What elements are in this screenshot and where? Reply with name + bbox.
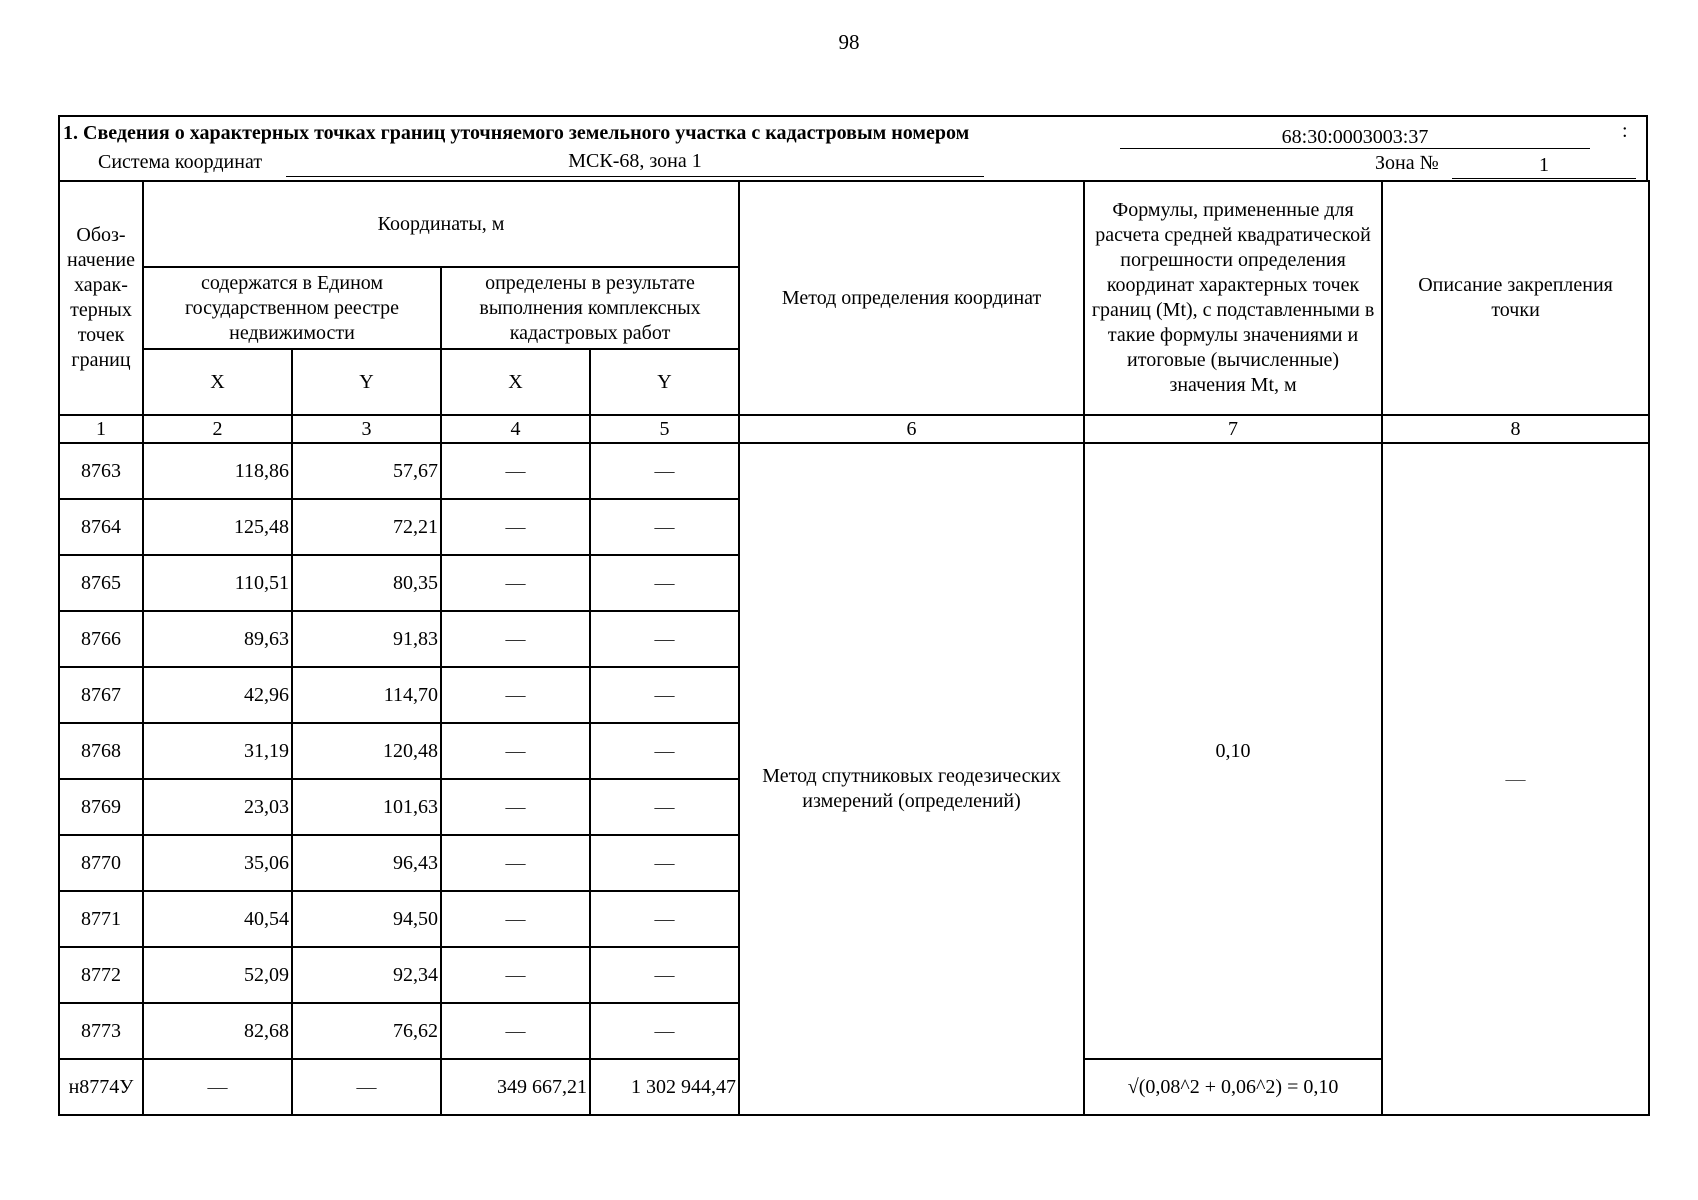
- zone-label: Зона №: [1375, 152, 1439, 174]
- x-kkr: —: [441, 947, 590, 1003]
- x-egrn: 118,86: [143, 443, 292, 499]
- x-kkr: —: [441, 1003, 590, 1059]
- point-id: 8764: [59, 499, 143, 555]
- point-id: 8771: [59, 891, 143, 947]
- header-formula: Формулы, примененные для расчета средней квадратической погрешности определения координат характерных точек границ (Mt), с подставленными в такие формулы значениями и итоговые (вычисленные) значения Mt, м: [1084, 181, 1382, 415]
- y-egrn: 80,35: [292, 555, 441, 611]
- column-number: 6: [739, 415, 1084, 443]
- y-kkr: —: [590, 443, 739, 499]
- zone-value: 1: [1452, 152, 1636, 179]
- x-kkr: —: [441, 779, 590, 835]
- mt-formula-cell: √(0,08^2 + 0,06^2) = 0,10: [1084, 1059, 1382, 1115]
- column-number: 8: [1382, 415, 1649, 443]
- y-kkr: —: [590, 1003, 739, 1059]
- column-number: 3: [292, 415, 441, 443]
- column-number: 2: [143, 415, 292, 443]
- x-egrn: 23,03: [143, 779, 292, 835]
- y-egrn: 72,21: [292, 499, 441, 555]
- y-kkr: —: [590, 779, 739, 835]
- header-y-egrn: Y: [292, 349, 441, 415]
- header-egrn: содержатся в Едином государственном реестре недвижимости: [143, 267, 441, 349]
- point-id: 8770: [59, 835, 143, 891]
- y-kkr: —: [590, 611, 739, 667]
- header-description: Описание закрепления точки: [1382, 181, 1649, 415]
- x-kkr: —: [441, 667, 590, 723]
- y-egrn: 96,43: [292, 835, 441, 891]
- column-number: 1: [59, 415, 143, 443]
- y-kkr: —: [590, 555, 739, 611]
- y-egrn: —: [292, 1059, 441, 1115]
- point-id: н8774У: [59, 1059, 143, 1115]
- point-id: 8767: [59, 667, 143, 723]
- cadastral-number: 68:30:0003003:37: [1120, 122, 1590, 149]
- column-number: 4: [441, 415, 590, 443]
- x-kkr: —: [441, 499, 590, 555]
- form-title: 1. Сведения о характерных точках границ уточняемого земельного участка с кадастровым номером: [63, 122, 970, 144]
- point-id: 8768: [59, 723, 143, 779]
- y-egrn: 76,62: [292, 1003, 441, 1059]
- header-coordinates: Координаты, м: [143, 181, 739, 267]
- x-egrn: 52,09: [143, 947, 292, 1003]
- x-kkr: —: [441, 891, 590, 947]
- x-egrn: 82,68: [143, 1003, 292, 1059]
- y-kkr: —: [590, 891, 739, 947]
- form-header: [58, 115, 1648, 180]
- x-kkr: —: [441, 443, 590, 499]
- method-cell: Метод спутниковых геодезических измерений (определений): [739, 443, 1084, 1115]
- column-number: 7: [1084, 415, 1382, 443]
- x-kkr: —: [441, 723, 590, 779]
- y-kkr: —: [590, 835, 739, 891]
- point-id: 8773: [59, 1003, 143, 1059]
- point-id: 8763: [59, 443, 143, 499]
- y-egrn: 120,48: [292, 723, 441, 779]
- y-kkr: —: [590, 667, 739, 723]
- y-egrn: 101,63: [292, 779, 441, 835]
- y-egrn: 57,67: [292, 443, 441, 499]
- x-kkr: —: [441, 555, 590, 611]
- y-egrn: 114,70: [292, 667, 441, 723]
- header-y-kkr: Y: [590, 349, 739, 415]
- x-egrn: 40,54: [143, 891, 292, 947]
- point-id: 8766: [59, 611, 143, 667]
- y-egrn: 92,34: [292, 947, 441, 1003]
- column-numbers-row: [59, 415, 1649, 443]
- point-id: 8765: [59, 555, 143, 611]
- x-kkr: —: [441, 611, 590, 667]
- point-id: 8772: [59, 947, 143, 1003]
- y-kkr: —: [590, 723, 739, 779]
- x-egrn: 125,48: [143, 499, 292, 555]
- x-egrn: 31,19: [143, 723, 292, 779]
- y-kkr: 1 302 944,47: [590, 1059, 739, 1115]
- column-number: 5: [590, 415, 739, 443]
- header-point-designation: Обоз-начение харак-терных точек границ: [59, 181, 143, 415]
- header-method: Метод определения координат: [739, 181, 1084, 415]
- mt-value-cell: 0,10: [1084, 443, 1382, 1059]
- description-cell: —: [1382, 443, 1649, 1115]
- x-kkr: 349 667,21: [441, 1059, 590, 1115]
- header-kkr: определены в результате выполнения комплексных кадастровых работ: [441, 267, 739, 349]
- x-egrn: 110,51: [143, 555, 292, 611]
- point-id: 8769: [59, 779, 143, 835]
- points-table: [58, 180, 1650, 1116]
- x-egrn: —: [143, 1059, 292, 1115]
- x-egrn: 42,96: [143, 667, 292, 723]
- y-egrn: 91,83: [292, 611, 441, 667]
- coord-system-label: Система координат: [98, 151, 263, 173]
- x-egrn: 89,63: [143, 611, 292, 667]
- table-row: [59, 443, 1649, 499]
- coord-system-value: МСК-68, зона 1: [286, 148, 984, 177]
- x-egrn: 35,06: [143, 835, 292, 891]
- header-x-kkr: X: [441, 349, 590, 415]
- page-number: 98: [838, 30, 860, 54]
- header-x-egrn: X: [143, 349, 292, 415]
- y-kkr: —: [590, 499, 739, 555]
- document-form: [58, 115, 1648, 1116]
- x-kkr: —: [441, 835, 590, 891]
- colon: :: [1622, 120, 1628, 142]
- y-kkr: —: [590, 947, 739, 1003]
- y-egrn: 94,50: [292, 891, 441, 947]
